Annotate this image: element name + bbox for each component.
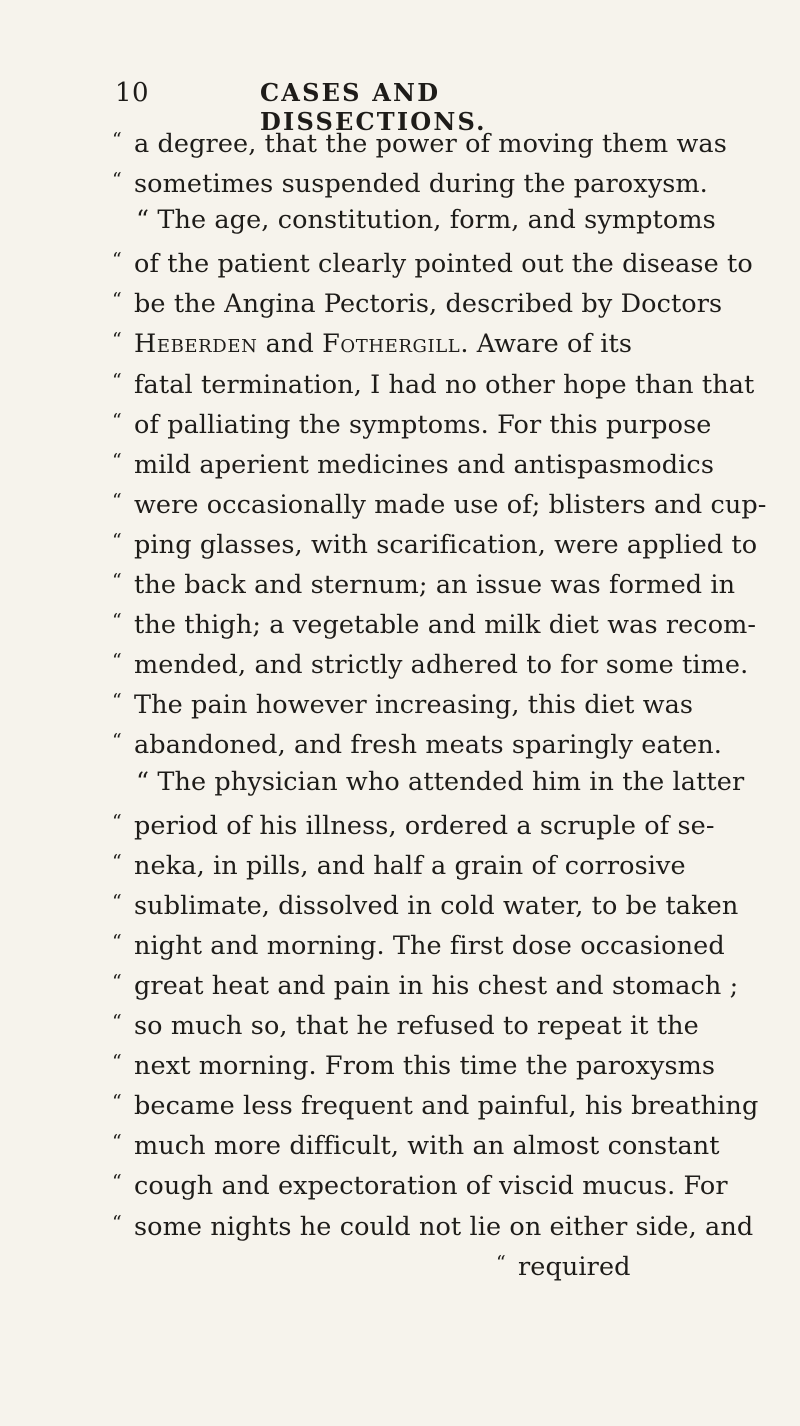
quote-mark: “ — [112, 1131, 122, 1154]
text-line: “ period of his illness, ordered a scruple of se- — [112, 802, 732, 842]
text-line: “ much more difficult, with an almost constant — [112, 1122, 732, 1162]
text-line: “ became less frequent and painful, his breathing — [112, 1082, 732, 1122]
page-number: 10 — [115, 78, 150, 108]
quote-mark: “ — [112, 730, 122, 753]
text-line: “ the back and sternum; an issue was formed in — [112, 561, 732, 601]
quote-mark: “ — [112, 810, 122, 833]
author-name: Fothergill — [322, 329, 461, 360]
quote-mark: “ — [112, 570, 122, 593]
running-title: CASES AND DISSECTIONS. — [260, 78, 487, 136]
quote-mark: “ — [112, 610, 122, 633]
quote-mark: “ — [112, 1091, 122, 1114]
quote-mark: “ — [112, 249, 122, 272]
quote-mark: “ — [112, 970, 122, 993]
quote-mark: “ — [112, 850, 122, 873]
text-line: “ The age, constitution, form, and symptoms — [136, 205, 716, 236]
text-line: “ fatal termination, I had no other hope than that — [112, 361, 732, 401]
text-line: “ be the Angina Pectoris, described by Doctors — [112, 280, 732, 320]
author-name: Heberden — [134, 329, 258, 360]
text-line: “ were occasionally made use of; blisters and cup- — [112, 481, 732, 521]
quote-mark: “ — [112, 690, 122, 713]
quote-mark: “ — [112, 329, 122, 352]
quote-mark: “ — [112, 489, 122, 512]
text-line: “ abandoned, and fresh meats sparingly eaten. — [112, 721, 732, 761]
text-line: “ cough and expectoration of viscid mucus. For — [112, 1162, 732, 1202]
quote-mark: “ — [112, 369, 122, 392]
quote-mark: “ — [112, 409, 122, 432]
page-header — [115, 78, 595, 136]
text-line: “ The physician who attended him in the latter — [136, 766, 745, 797]
text-line: “ great heat and pain in his chest and stomach ; — [112, 962, 732, 1002]
quote-mark: “ — [112, 449, 122, 472]
text-line: “ mended, and strictly adhered to for some time. — [112, 641, 732, 681]
text-line: “ neka, in pills, and half a grain of corrosive — [112, 842, 732, 882]
quote-mark: “ — [112, 890, 122, 913]
quote-mark: “ — [112, 1051, 122, 1074]
text-line: “ of palliating the symptoms. For this purpose — [112, 401, 732, 441]
text-line: “ the thigh; a vegetable and milk diet was recom- — [112, 601, 732, 641]
text-line: “ so much so, that he refused to repeat it the — [112, 1002, 732, 1042]
text-line: “ next morning. From this time the paroxysms — [112, 1042, 732, 1082]
text-line: “ a degree, that the power of moving them was — [112, 120, 732, 160]
text-line: “ The pain however increasing, this diet was — [112, 681, 732, 721]
quote-mark: “ — [112, 1211, 122, 1234]
quote-mark: “ — [496, 1251, 506, 1274]
quote-mark: “ — [112, 1171, 122, 1194]
text-line: “ of the patient clearly pointed out the disease to — [112, 240, 732, 280]
text-line: “ sublimate, dissolved in cold water, to be taken — [112, 882, 732, 922]
catchword-line — [112, 1243, 732, 1283]
quote-mark: “ — [112, 650, 122, 673]
quote-mark: “ — [112, 1011, 122, 1034]
body-text — [112, 120, 767, 1283]
text-line: “ ping glasses, with scarification, were applied to — [112, 521, 732, 561]
text-line: “ night and morning. The first dose occasioned — [112, 922, 732, 962]
text-line: “ mild aperient medicines and antispasmodics — [112, 441, 732, 481]
text-line: “ some nights he could not lie on either side, and — [112, 1203, 732, 1243]
text-line: “ Heberden and Fothergill. Aware of its — [112, 320, 732, 360]
quote-mark: “ — [112, 289, 122, 312]
catchword: required — [518, 1251, 631, 1282]
quote-mark: “ — [112, 169, 122, 192]
quote-mark: “ — [112, 129, 122, 151]
quote-mark: “ — [112, 529, 122, 552]
text-line: “ sometimes suspended during the paroxysm. — [112, 160, 732, 200]
quote-mark: “ — [112, 930, 122, 953]
